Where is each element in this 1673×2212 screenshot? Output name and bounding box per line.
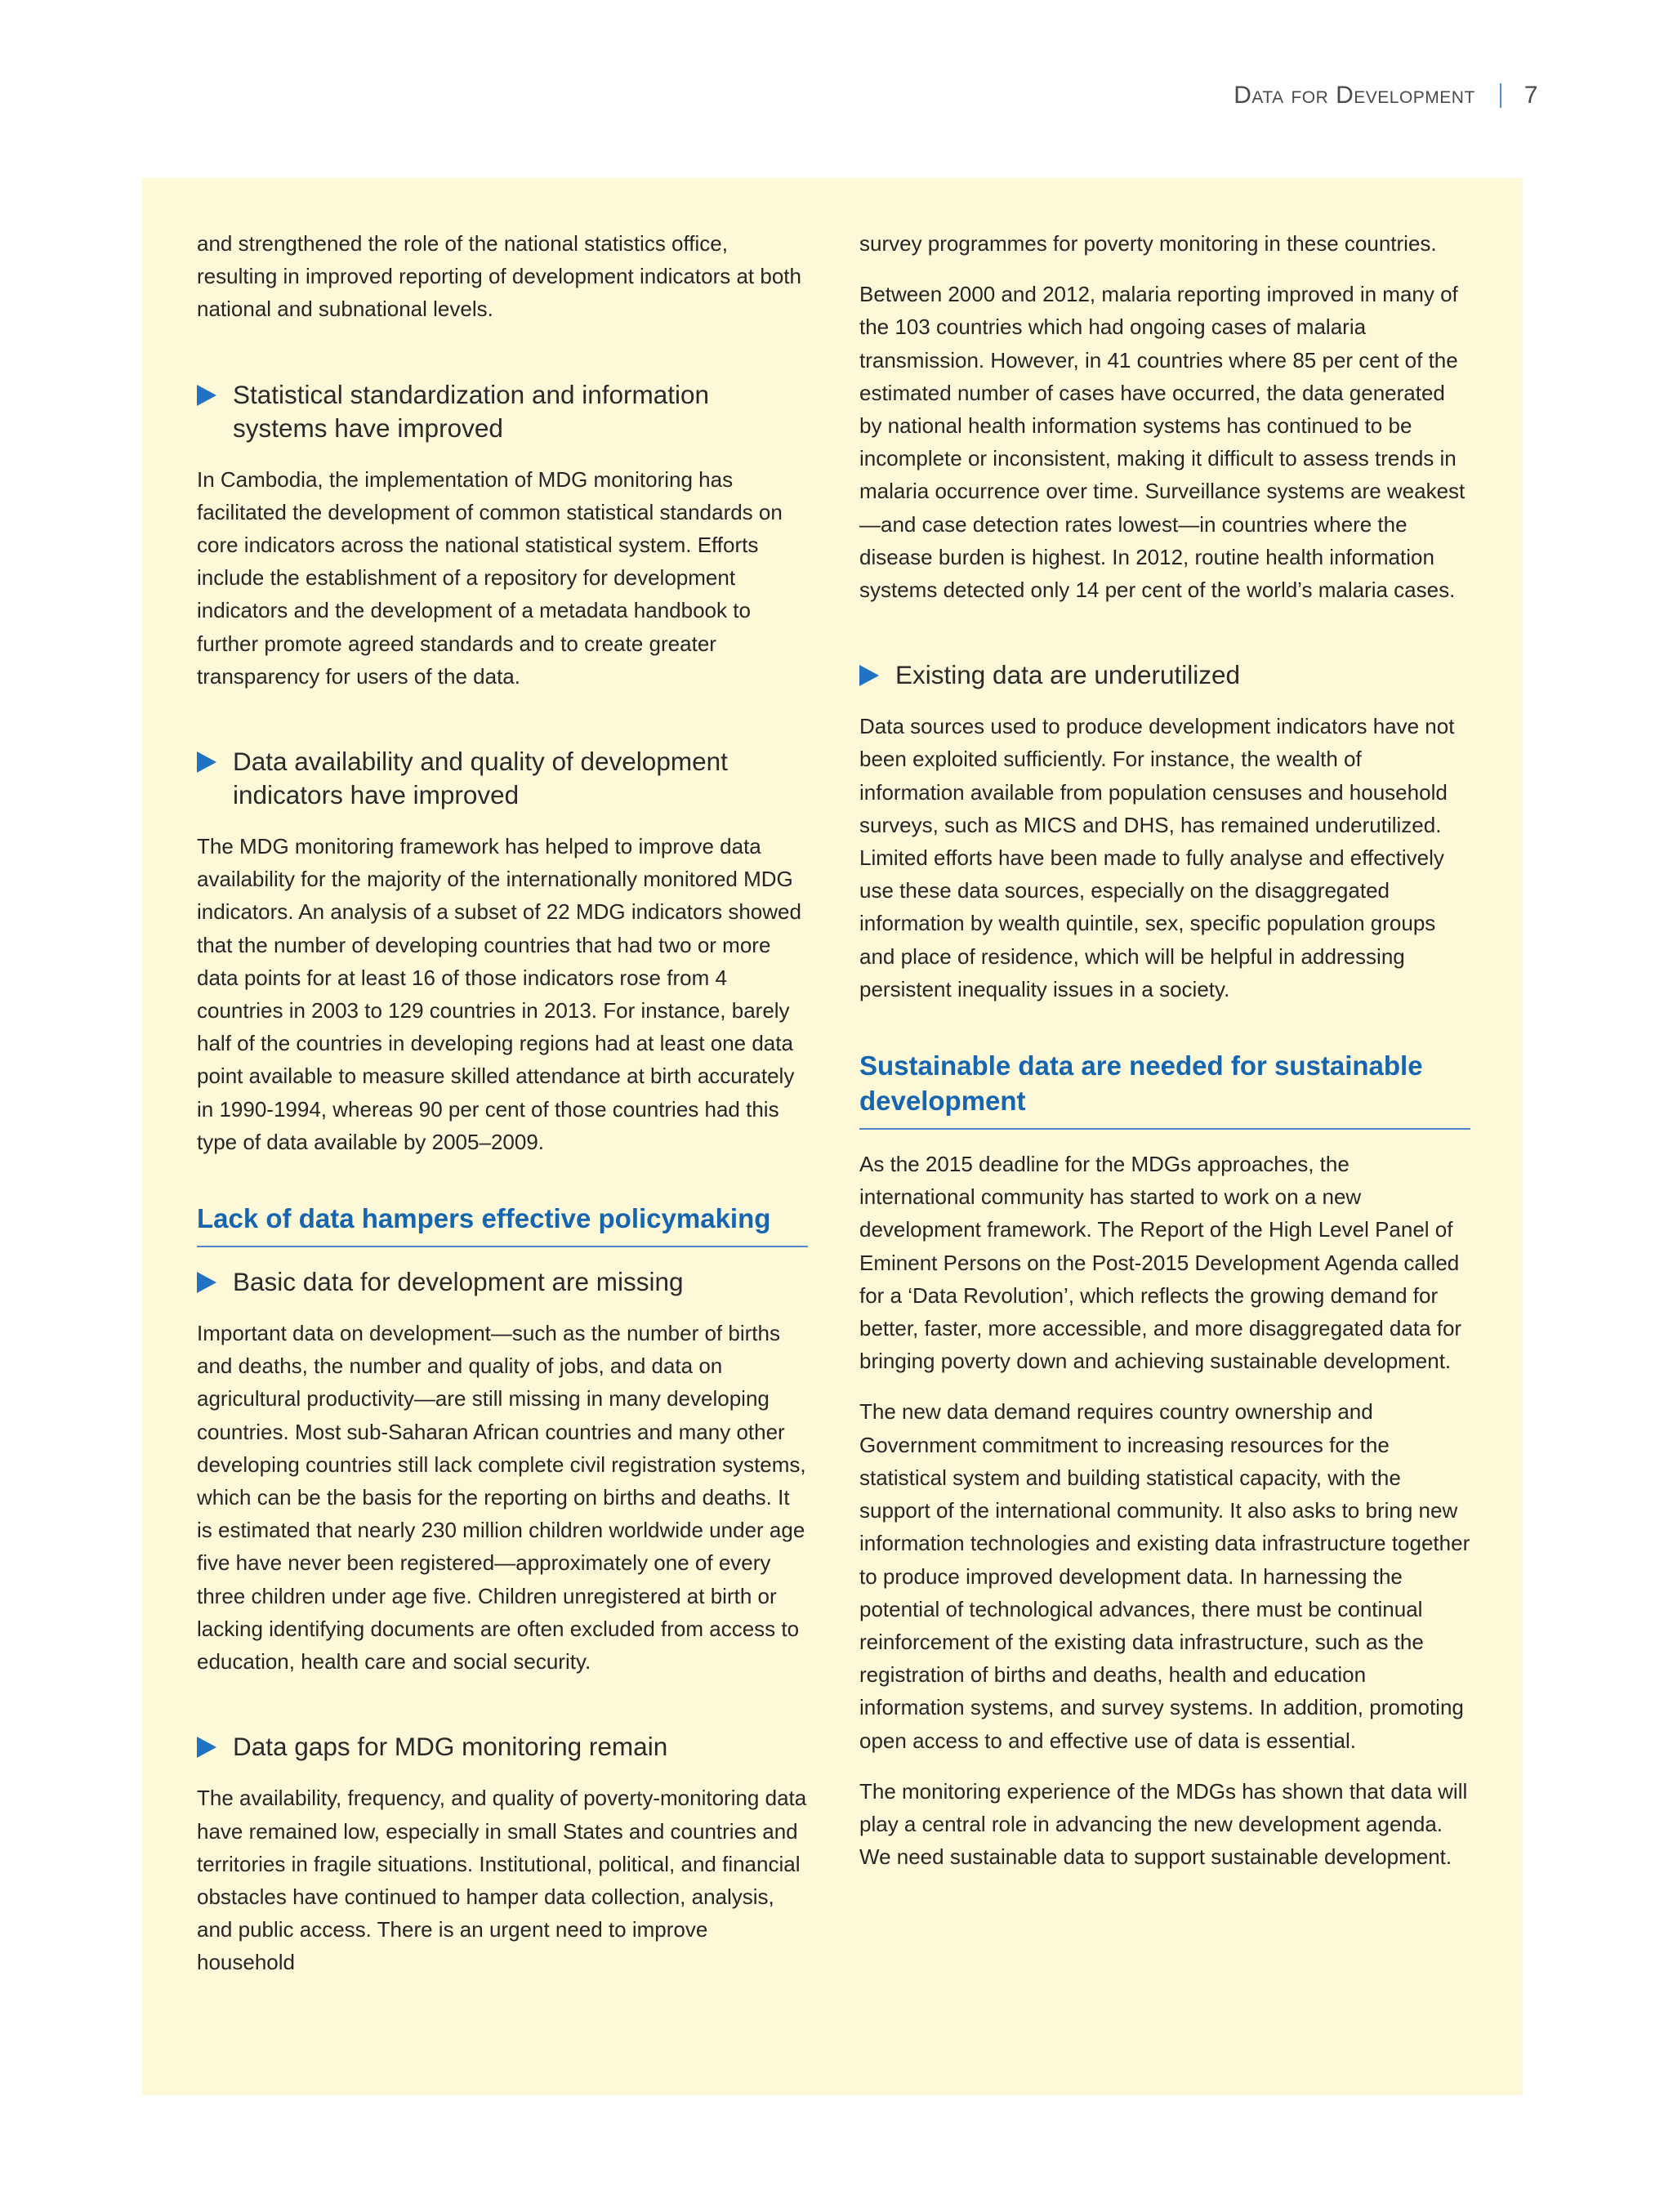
paragraph: In Cambodia, the implementation of MDG monitoring has facilitated the development of common statistical standards on core indicators across the national statistical system. Efforts include the establishment of a repository for development indicators and the development of a metadata handbook to further promote agreed standards and to create greater transparency for users of the data. [197, 466, 783, 689]
running-title: Data for Development [1234, 82, 1475, 109]
subheading-text: Data availability and quality of development indicators have improved [233, 747, 728, 810]
paragraph: survey programmes for poverty monitoring in these countries. [859, 231, 1437, 256]
triangle-right-icon [197, 1272, 216, 1293]
paragraph: The monitoring experience of the MDGs has shown that data will play a central role in advancing the new development agenda. We need sustainable data to support sustainable development. [859, 1778, 1468, 1870]
subheading [859, 658, 1470, 692]
running-header [1234, 82, 1538, 109]
subheading [197, 1730, 808, 1764]
paragraph: Important data on development—such as the number of births and deaths, the number and quality of jobs, and data on agricultural productivity—are still missing in many developing countries. Most sub-Saharan African countries and many other developing countries still lack complete civil registration systems, which can be the basis for the reporting on births and deaths. It is estimated that nearly 230 million children worldwide under age five have never been registered—approximately one of every three children under age five. Children unregistered at birth or lacking identifying documents are often excluded from access to education, health care and social security. [197, 1321, 806, 1675]
paragraph: The availability, frequency, and quality of poverty-monitoring data have remained low, especially in small States and countries and territories in fragile situations. Institutional, political, and financial obstacles have continued to hamper data collection, analysis, and public access. There is an urgent need to improve household [197, 1786, 807, 1975]
subheading [197, 745, 808, 812]
triangle-right-icon [859, 665, 879, 686]
page-number: 7 [1524, 82, 1538, 109]
subheading-text: Statistical standardization and information systems have improved [233, 379, 710, 443]
paragraph: The new data demand requires country ownership and Government commitment to increasing resources for the statistical system and building statistical capacity, with the support of the international community. It also asks to bring new information technologies and existing data infrastructure together to produce improved development data. In harnessing the potential of technological advances, there must be continual reinforcement of the existing data infrastructure, such as the registration of births and deaths, health and education information systems, and survey systems. In addition, promoting open access to and effective use of data is essential. [859, 1399, 1470, 1753]
header-divider [1500, 83, 1501, 108]
paragraph: As the 2015 deadline for the MDGs approaches, the international community has started to work on a new development framework. The Report of the High Level Panel of Eminent Persons on the Post-2015 Development Agenda called for a ‘Data Revolution’, which reflects the growing demand for better, faster, more accessible, and more disaggregated data for bringing poverty down and achieving sustainable development. [859, 1152, 1462, 1374]
subheading-text: Existing data are underutilized [895, 660, 1241, 690]
subheading-text: Data gaps for MDG monitoring remain [233, 1732, 668, 1762]
subheading [197, 1265, 808, 1299]
right-column [859, 227, 1470, 1873]
subheading [197, 378, 808, 445]
paragraph: and strengthened the role of the national statistics office, resulting in improved reporting of development indicators at both national and subnational levels. [197, 231, 801, 322]
paragraph: The MDG monitoring framework has helped to improve data availability for the majority of the internationally monitored MDG indicators. An analysis of a subset of 22 MDG indicators showed that the number of developing countries that had two or more data points for at least 16 of those indicators rose from 4 countries in 2003 to 129 countries in 2013. For instance, barely half of the countries in developing regions had at least one data point available to measure skilled attendance at birth accurately in 1990-1994, whereas 90 per cent of those countries had this type of data available by 2005–2009. [197, 834, 801, 1154]
triangle-right-icon [197, 751, 216, 773]
triangle-right-icon [197, 1737, 216, 1758]
content-panel [142, 178, 1523, 2095]
section-heading: Sustainable data are needed for sustainable development [859, 1048, 1470, 1130]
left-column [197, 227, 808, 1979]
paragraph: Between 2000 and 2012, malaria reporting improved in many of the 103 countries which had ongoing cases of malaria transmission. However, in 41 countries where 85 per cent of the estimated number of cases have occurred, the data generated by national health information systems has continued to be incomplete or inconsistent, making it difficult to assess trends in malaria occurrence over time. Surveillance systems are weakest—and case detection rates lowest—in countries where the disease burden is highest. In 2012, routine health information systems detected only 14 per cent of the world’s malaria cases. [859, 282, 1466, 603]
triangle-right-icon [197, 385, 216, 406]
section-heading: Lack of data hampers effective policymaking [197, 1201, 808, 1247]
subheading-text: Basic data for development are missing [233, 1267, 684, 1297]
paragraph: Data sources used to produce development indicators have not been exploited sufficiently. For instance, the wealth of information available from population censuses and household surveys, such as MICS and DHS, has remained underutilized. Limited efforts have been made to fully analyse and effectively use these data sources, especially on the disaggregated information by wealth quintile, sex, specific population groups and place of residence, which will be helpful in addressing persistent inequality issues in a society. [859, 714, 1455, 1001]
